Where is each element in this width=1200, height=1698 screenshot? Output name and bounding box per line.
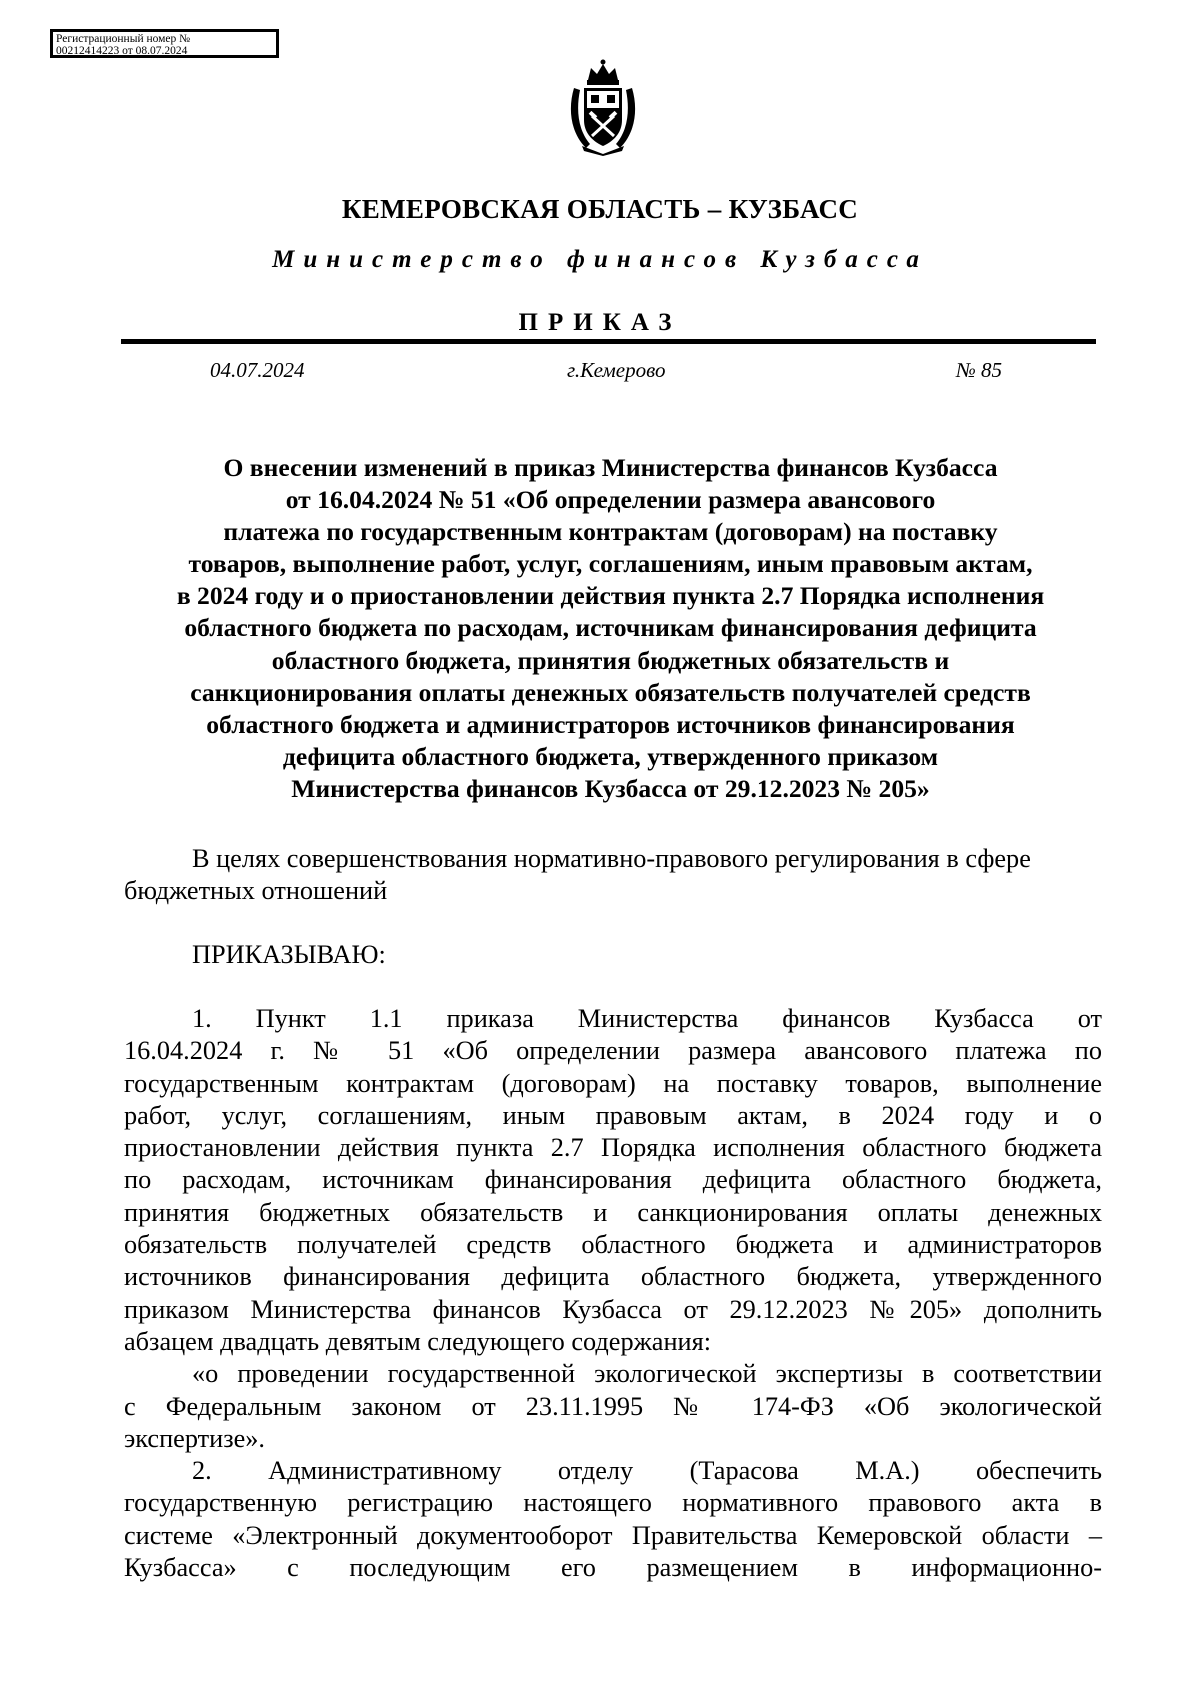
paragraph-1-line: приостановлении действия пункта 2.7 Порядка исполнения областного бюджета <box>124 1133 1102 1163</box>
preamble <box>124 843 1102 908</box>
paragraph-2-line: государственную регистрацию настоящего нормативного правового акта в <box>124 1488 1102 1518</box>
order-number: № 85 <box>956 358 1003 382</box>
paragraph-1-line: работ, услуг, соглашениям, иным правовым актам, в 2024 году и о <box>124 1100 1102 1130</box>
registration-stamp <box>50 29 279 58</box>
paragraph-1-line: 1. Пункт 1.1 приказа Министерства финансов Кузбасса от <box>192 1004 1102 1033</box>
order-body <box>124 1003 1102 1584</box>
paragraph-1-line: приказом Министерства финансов Кузбасса от 29.12.2023 №205» дополнить <box>124 1294 1102 1324</box>
paragraph-1-line: государственным контрактам (договорам) на поставку товаров, выполнение <box>124 1068 1102 1098</box>
quote-line: экспертизе». <box>124 1423 265 1453</box>
title-line: О внесении изменений в приказ Министерства финансов Кузбасса <box>223 453 998 482</box>
coat-of-arms-icon <box>564 58 642 156</box>
registration-label: Регистрационный номер № <box>56 33 191 45</box>
title-line: санкционирования оплаты денежных обязательств получателей средств <box>190 677 1031 707</box>
title-line: Министерства финансов Кузбасса от 29.12.2023 № 205» <box>291 773 930 803</box>
region-name: КЕМЕРОВСКАЯ ОБЛАСТЬ – КУЗБАСС <box>341 194 859 224</box>
order-title <box>118 452 1103 805</box>
title-line: областного бюджета, принятия бюджетных обязательств и <box>271 645 950 675</box>
ministry-name: Министерство финансов Кузбасса <box>272 246 928 273</box>
title-line: дефицита областного бюджета, утвержденного приказом <box>282 741 939 771</box>
title-line: в 2024 году и о приостановлении действия пункта 2.7 Порядка исполнения <box>176 581 1045 611</box>
quote-line: «о проведении государственной экологической экспертизы в соответствии <box>192 1359 1102 1389</box>
title-line: областного бюджета и администраторов источников финансирования <box>206 709 1015 739</box>
paragraph-2-line: 2. Административному отделу (Тарасова М.А.) обеспечить <box>192 1456 1102 1486</box>
title-line: товаров, выполнение работ, услуг, соглашениям, иным правовым актам, <box>188 549 1033 579</box>
paragraph-1-line: источников финансирования дефицита областного бюджета, утвержденного <box>124 1262 1102 1292</box>
paragraph-1-line: обязательств получателей средств областного бюджета и администраторов <box>124 1230 1102 1260</box>
order-date: 04.07.2024 <box>210 358 305 382</box>
header-divider <box>121 339 1096 344</box>
title-line: областного бюджета по расходам, источникам финансирования дефицита <box>184 613 1037 643</box>
order-city: г.Кемерово <box>567 358 666 382</box>
title-line: от 16.04.2024 № 51 «Об определении размера авансового <box>285 485 936 515</box>
registration-number: 00212414223 от 08.07.2024 <box>56 45 188 57</box>
paragraph-1-line: по расходам, источникам финансирования дефицита областного бюджета, <box>124 1165 1102 1195</box>
paragraph-1-line: принятия бюджетных обязательств и санкционирования оплаты денежных <box>124 1197 1102 1227</box>
quote-line: с Федеральным законом от 23.11.1995 № 174-ФЗ «Об экологической <box>124 1391 1102 1421</box>
preamble-line: В целях совершенствования нормативно-правового регулирования в сфере <box>192 844 1031 873</box>
paragraph-2-line: системе «Электронный документооборот Правительства Кемеровской области – <box>124 1520 1102 1550</box>
preamble-line: бюджетных отношений <box>124 876 388 906</box>
paragraph-1-line: абзацем двадцать девятым следующего содержания: <box>124 1326 712 1356</box>
order-directive <box>124 939 1102 971</box>
paragraph-1-line: 16.04.2024 г. № 51 «Об определении размера авансового платежа по <box>124 1036 1102 1066</box>
document-type: ПРИКАЗ <box>518 309 682 336</box>
title-line: платежа по государственным контрактам (договорам) на поставку <box>223 517 998 547</box>
paragraph-2-line: Кузбасса» с последующим его размещением в информационно- <box>124 1553 1102 1583</box>
order-word: ПРИКАЗЫВАЮ: <box>192 940 386 969</box>
